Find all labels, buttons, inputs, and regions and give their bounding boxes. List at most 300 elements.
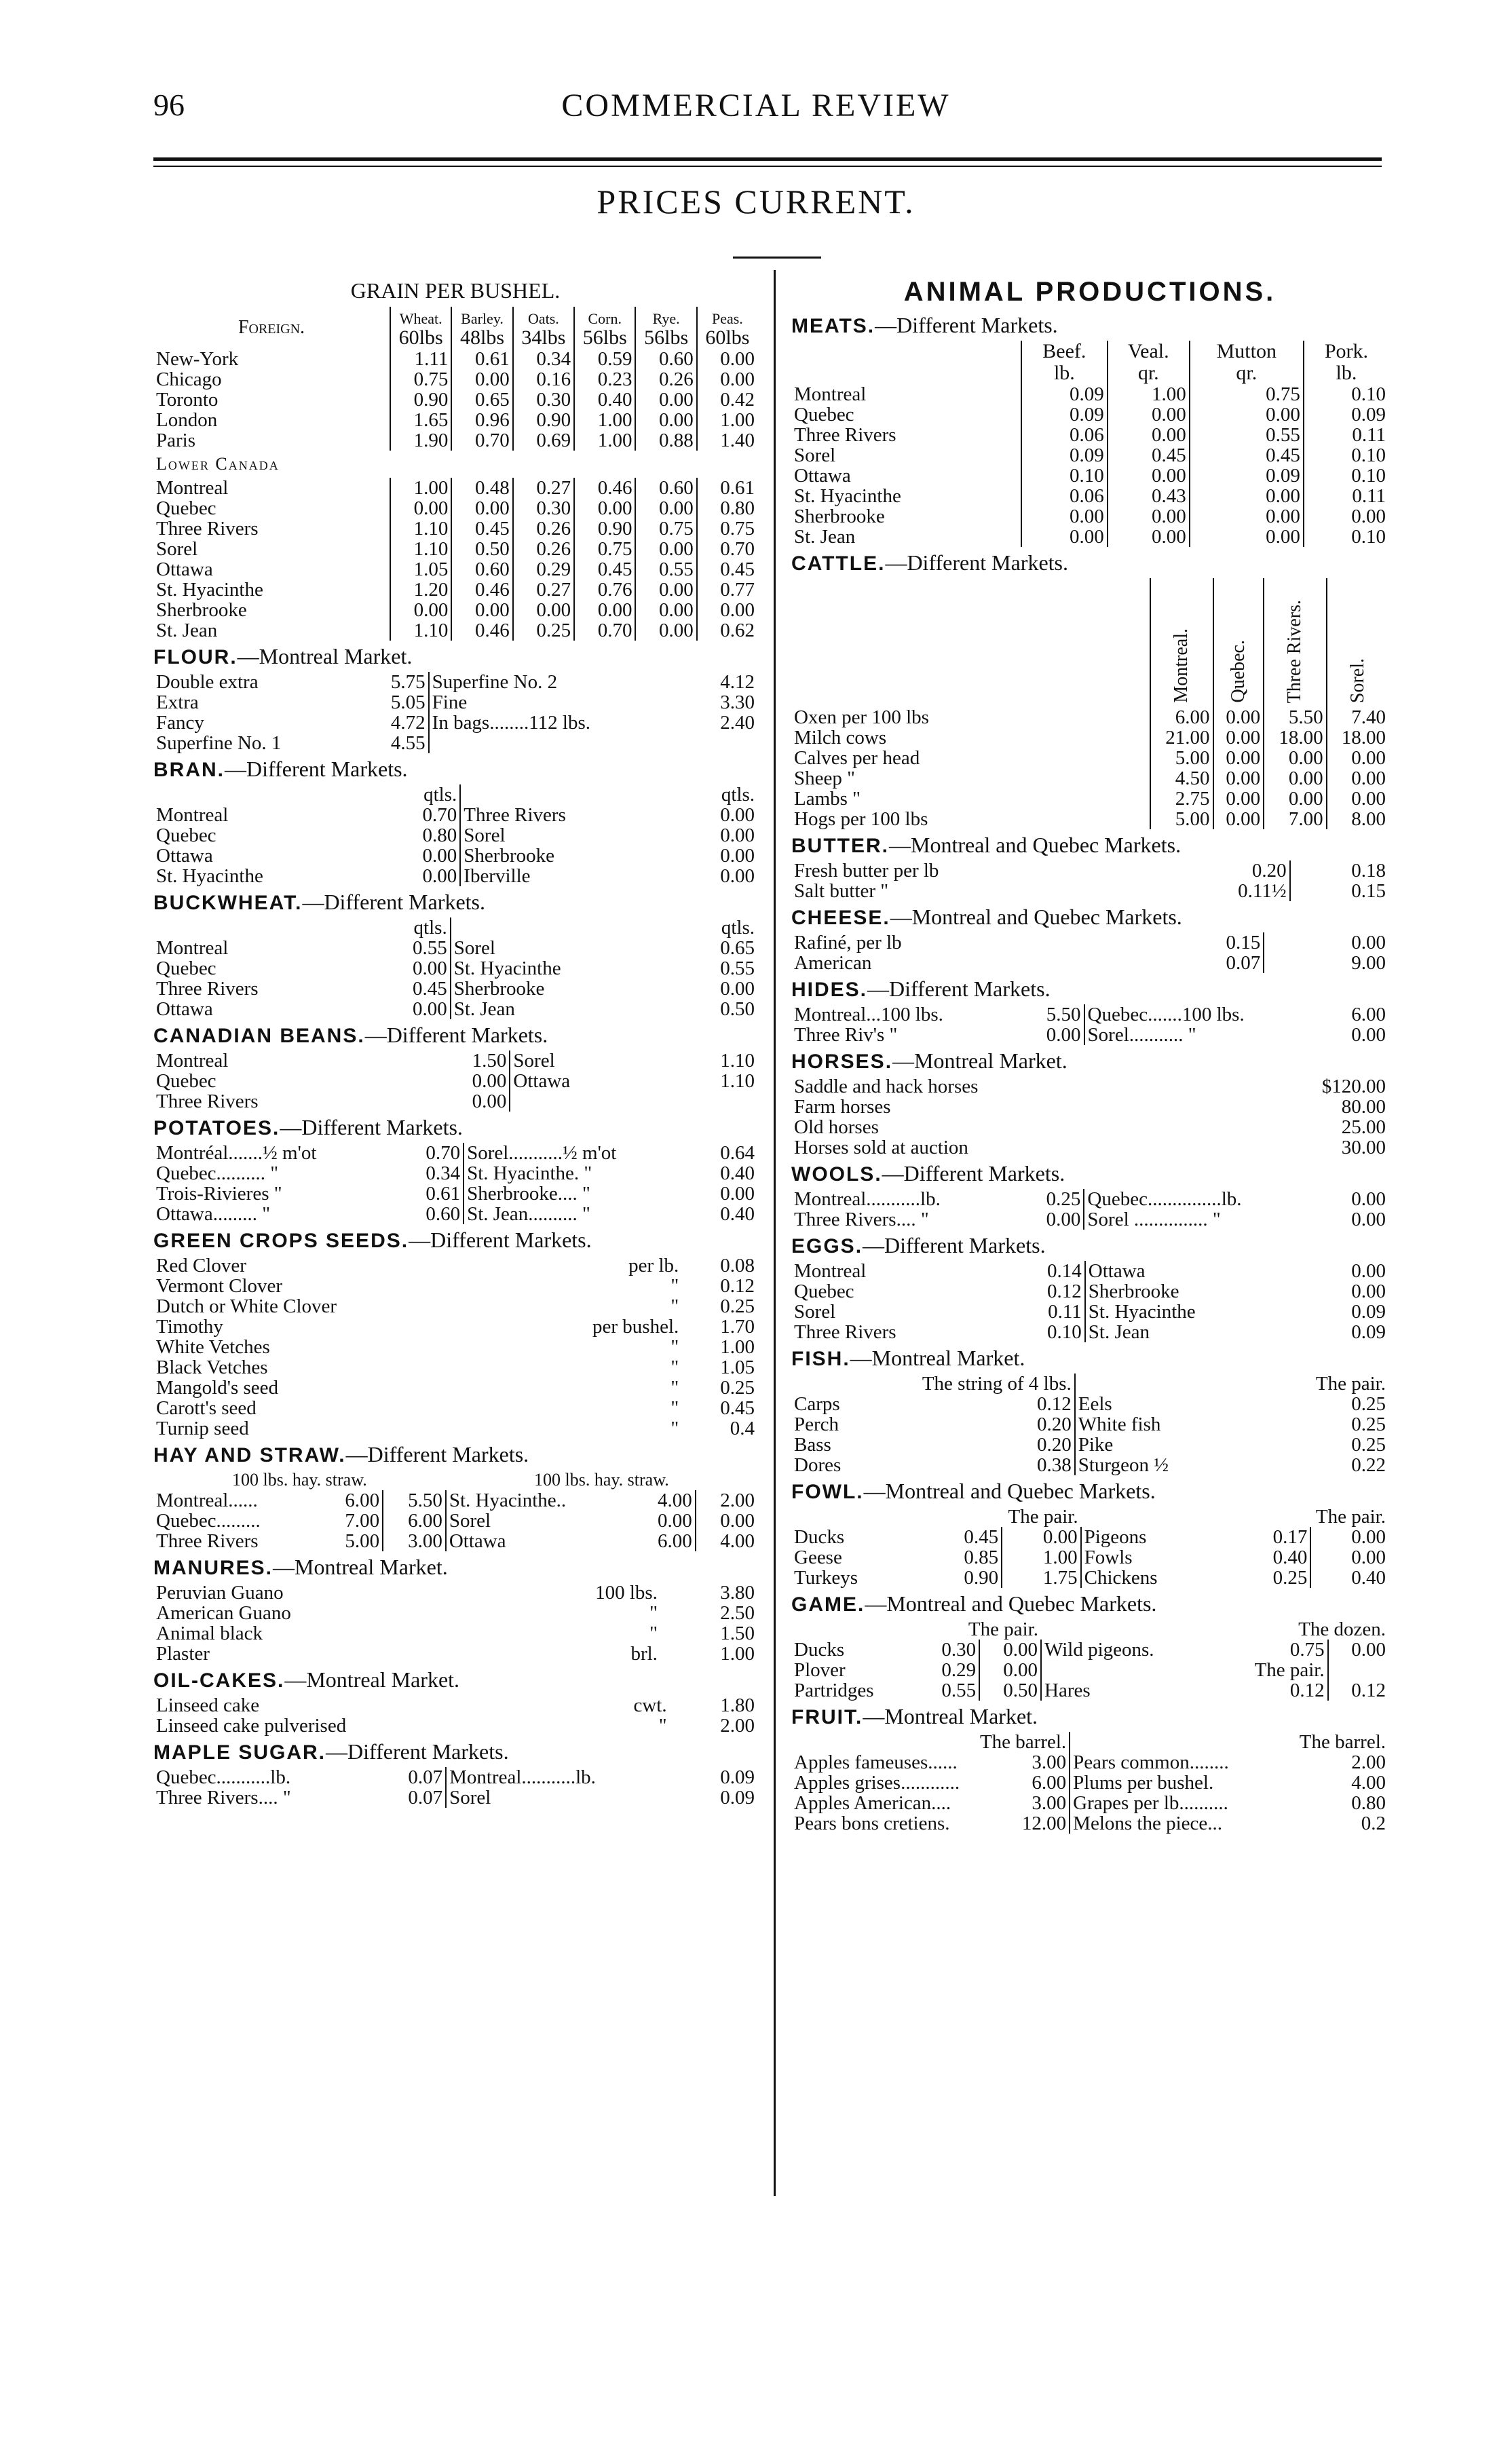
row-label: St. Jean [156, 620, 218, 641]
row-value: 7.00 [1264, 809, 1327, 829]
potatoes-market: —Different Markets. [280, 1115, 463, 1139]
row-label: Pears common........ [1070, 1752, 1273, 1773]
column-divider [774, 270, 776, 2196]
table-row [791, 404, 1388, 425]
row-value: 0.80 [422, 825, 457, 846]
table-row [153, 1531, 757, 1551]
row-value: 0.34 [426, 1162, 461, 1184]
wools-title: WOOLS. [791, 1163, 882, 1186]
table-row [153, 1296, 757, 1317]
row-value: 0.00 [1021, 527, 1108, 547]
row-label: Linseed cake [156, 1694, 260, 1716]
row-value: 1.20 [390, 580, 451, 600]
row-label: Montreal...... [156, 1490, 258, 1511]
row-value: 30.00 [1341, 1137, 1386, 1158]
table-row [791, 707, 1388, 727]
row-label: Chickens [1081, 1568, 1233, 1588]
bran-title: BRAN. [153, 759, 225, 781]
row-value: 5.00 [345, 1530, 380, 1552]
row-label: Montreal [156, 1050, 229, 1072]
row-label: Three Rivers [794, 1321, 896, 1343]
row-value: 0.00 [1327, 768, 1388, 789]
row-label: Three Rivers [794, 425, 896, 445]
row-value: 0.00 [451, 600, 512, 620]
row-value: 2.50 [720, 1602, 755, 1624]
row-label: Ottawa [156, 998, 213, 1020]
cheese-table [791, 932, 1388, 973]
grain-table [153, 307, 757, 641]
table-row [153, 1255, 757, 1276]
row-value: 0.10 [1304, 466, 1388, 486]
row-value: 0.55 [720, 958, 755, 979]
table-row [791, 1414, 1388, 1435]
row-label [1041, 1660, 1214, 1680]
row-label: Farm horses [794, 1096, 891, 1118]
row-value: 0.70 [697, 539, 757, 559]
row-value: 0.08 [720, 1255, 755, 1276]
row-value: 0.00 [390, 600, 451, 620]
row-label: Dutch or White Clover [156, 1295, 337, 1317]
row-label: Sturgeon ½ [1075, 1455, 1251, 1475]
butter-market: —Montreal and Quebec Markets. [889, 833, 1182, 857]
horses-title: HORSES. [791, 1050, 893, 1073]
table-row [791, 1527, 1388, 1547]
row-label: Montréal.......½ m'ot [156, 1142, 317, 1164]
row-value: The pair. [1254, 1659, 1325, 1681]
row-value: 0.65 [720, 937, 755, 959]
row-value: 0.09 [1190, 466, 1304, 486]
row-value: 0.00 [1351, 1024, 1386, 1046]
fowl-title: FOWL. [791, 1481, 864, 1503]
row-label: Wild pigeons. [1041, 1640, 1214, 1660]
buckwheat-unit: qtls. [721, 917, 755, 939]
row-value: 0.20 [1037, 1434, 1072, 1456]
table-row [153, 1163, 757, 1183]
row-value: 0.00 [720, 825, 755, 846]
potatoes-title: POTATOES. [153, 1117, 280, 1139]
table-row [791, 881, 1388, 901]
row-value: 0.25 [1351, 1414, 1386, 1435]
fruit-table [791, 1732, 1388, 1834]
table-row [153, 846, 757, 866]
row-label: Ottawa [1085, 1261, 1310, 1281]
grain-foreign-label: Foreign. [238, 317, 305, 338]
grain-title: GRAIN PER BUSHEL. [350, 278, 561, 303]
row-label: Sorel [451, 938, 678, 958]
row-value: 2.00 [1351, 1751, 1386, 1773]
row-label: Sherbrooke [1085, 1281, 1310, 1302]
table-row [153, 692, 757, 713]
grain-col-unit: 48lbs [451, 327, 512, 349]
grain-col-unit: 60lbs [390, 327, 451, 349]
row-label: Black Vetches [156, 1357, 268, 1378]
table-row [153, 518, 757, 539]
row-value: 2.00 [720, 1715, 755, 1737]
row-value: 6.00 [658, 1530, 692, 1552]
row-label: Double extra [156, 671, 259, 693]
row-value: 0.00 [1213, 707, 1264, 727]
row-value: 0.45 [1190, 445, 1304, 466]
row-value: 0.00 [635, 539, 696, 559]
row-value: 0.12 [1047, 1281, 1082, 1302]
row-value: 0.55 [635, 559, 696, 580]
row-value: 0.61 [697, 478, 757, 498]
row-value: 0.09 [1351, 1301, 1386, 1323]
flour-heading [153, 641, 757, 672]
row-label: Fowls [1081, 1547, 1233, 1568]
row-label: London [156, 410, 218, 430]
row-value: 0.12 [1328, 1680, 1388, 1701]
oilcakes-heading [153, 1664, 757, 1695]
row-value: 0.25 [513, 620, 574, 641]
row-value: 0.17 [1272, 1526, 1308, 1548]
oilcakes-table [153, 1695, 757, 1736]
hides-title: HIDES. [791, 979, 868, 1001]
row-value: 3.00 [1032, 1751, 1067, 1773]
row-value: 12.00 [1021, 1813, 1067, 1834]
fish-market: —Montreal Market. [850, 1346, 1025, 1370]
fish-heading [791, 1342, 1388, 1374]
row-label: Three Rivers [460, 805, 677, 825]
row-label: Iberville [460, 866, 677, 886]
cattle-col-name: Sorel. [1346, 658, 1368, 703]
row-value: 0.64 [720, 1142, 755, 1164]
hay-head-left: 100 lbs. hay. straw. [231, 1470, 367, 1490]
row-value: 0.00 [1310, 1527, 1388, 1547]
row-value: 0.76 [574, 580, 635, 600]
butter-table [791, 860, 1388, 901]
oilcakes-title: OIL-CAKES. [153, 1669, 285, 1692]
table-row [153, 733, 757, 753]
wools-heading [791, 1158, 1388, 1189]
row-value: 6.00 [1150, 707, 1213, 727]
meats-table [791, 341, 1388, 547]
row-value: 0.11 [1048, 1301, 1082, 1323]
table-row [153, 1204, 757, 1224]
table-row [153, 1317, 757, 1337]
row-value: 0.00 [720, 804, 755, 826]
row-label: Ducks [794, 1639, 845, 1661]
running-title: COMMERCIAL REVIEW [561, 88, 951, 124]
row-label: Quebec [156, 1070, 216, 1092]
row-value [1328, 1660, 1388, 1680]
table-row [791, 1025, 1388, 1045]
row-label: Quebec [156, 825, 216, 846]
row-value: 1.00 [390, 478, 451, 498]
row-label: Sorel [156, 539, 198, 559]
flour-market: —Montreal Market. [237, 644, 413, 668]
row-value: 0.00 [1108, 466, 1190, 486]
table-row [791, 1281, 1388, 1302]
table-row [791, 1261, 1388, 1281]
table-row [791, 384, 1388, 404]
row-value: 0.09 [1021, 404, 1108, 425]
row-value: 0.43 [1108, 486, 1190, 506]
row-value: 0.00 [1328, 1640, 1388, 1660]
row-value: 5.50 [383, 1490, 446, 1511]
table-row [791, 1813, 1388, 1834]
row-label [510, 1091, 661, 1112]
flour-table [153, 672, 757, 753]
row-value: 0.77 [697, 580, 757, 600]
row-value: 1.11 [390, 349, 451, 369]
table-row [153, 478, 757, 498]
row-label: Plums per bushel. [1070, 1773, 1273, 1793]
row-value: 0.07 [408, 1787, 443, 1808]
table-row [791, 1004, 1388, 1025]
table-row [153, 1490, 757, 1511]
eggs-market: —Different Markets. [863, 1233, 1046, 1257]
row-value: 0.00 [720, 1183, 755, 1205]
bran-unit: qtls. [423, 784, 457, 806]
right-column [791, 274, 1388, 1834]
row-label: Montreal...100 lbs. [794, 1004, 943, 1025]
row-value: 0.48 [451, 478, 512, 498]
row-value: 0.00 [472, 1070, 507, 1092]
row-unit: per lb. [628, 1255, 679, 1276]
potatoes-table [153, 1143, 757, 1224]
cattle-col-name: Quebec. [1227, 640, 1249, 703]
table-row [791, 1209, 1388, 1230]
table-row [153, 1603, 757, 1623]
row-value: 0.00 [697, 349, 757, 369]
row-value: 0.10 [1304, 445, 1388, 466]
cheese-market: —Montreal and Quebec Markets. [890, 905, 1182, 929]
table-row [153, 1623, 757, 1644]
row-value: 0.59 [574, 349, 635, 369]
row-value: 0.00 [1213, 789, 1264, 809]
seeds-table [153, 1255, 757, 1439]
row-label: Salt butter " [794, 880, 889, 902]
row-value: 0.50 [979, 1680, 1041, 1701]
row-value: 0.00 [635, 498, 696, 518]
row-value: 1.05 [720, 1357, 755, 1378]
row-label: Sorel [510, 1050, 661, 1071]
maple-title: MAPLE SUGAR. [153, 1741, 326, 1764]
table-row [791, 1660, 1388, 1680]
row-value: 5.75 [390, 671, 426, 693]
game-head-right: The dozen. [1298, 1618, 1386, 1640]
row-label: St. Jean [794, 527, 856, 547]
row-value: 0.09 [1021, 445, 1108, 466]
row-value: 0.10 [1304, 527, 1388, 547]
row-value: 0.55 [1190, 425, 1304, 445]
cattle-market: —Different Markets. [885, 550, 1068, 575]
row-label: Carps [794, 1393, 840, 1415]
row-value: 0.40 [720, 1203, 755, 1225]
row-label: Montreal...........lb. [794, 1188, 941, 1210]
horses-table [791, 1076, 1388, 1158]
row-value: 0.00 [1264, 768, 1327, 789]
row-value: 1.10 [720, 1050, 755, 1072]
row-label: Saddle and hack horses [794, 1076, 979, 1097]
row-unit: " [658, 1715, 667, 1737]
row-value: 0.00 [1108, 506, 1190, 527]
row-value: 0.00 [1002, 1527, 1080, 1547]
row-label: Carott's seed [156, 1397, 257, 1419]
grain-col-name: Wheat. [390, 307, 451, 327]
row-value: 0.26 [635, 369, 696, 390]
row-label: Sherbrooke [794, 506, 885, 527]
row-label: St. Hyacinthe [156, 580, 263, 600]
row-value: 0.00 [720, 978, 755, 1000]
buckwheat-heading [153, 886, 757, 917]
row-value: 0.00 [979, 1660, 1041, 1680]
table-row [153, 1050, 757, 1071]
row-value: 0.45 [697, 559, 757, 580]
row-value: 0.00 [390, 498, 451, 518]
row-label: Sorel...........½ m'ot [464, 1143, 698, 1163]
row-value: 0.40 [1272, 1547, 1308, 1568]
table-row [791, 466, 1388, 486]
bran-heading [153, 753, 757, 784]
row-value: 1.10 [720, 1070, 755, 1092]
row-unit: " [670, 1418, 679, 1439]
table-row [153, 349, 757, 369]
row-value: 0.00 [1213, 768, 1264, 789]
row-label: Ottawa [794, 466, 851, 486]
fowl-head-right: The pair. [1315, 1506, 1386, 1528]
table-row [791, 1455, 1388, 1475]
row-value: 0.00 [1108, 527, 1190, 547]
row-unit: per bushel. [592, 1316, 679, 1338]
row-label: Linseed cake pulverised [156, 1715, 347, 1737]
meats-heading [791, 309, 1388, 341]
table-row [791, 1097, 1388, 1117]
row-label: St. Hyacinthe.. [446, 1490, 634, 1511]
row-label: American [794, 952, 872, 974]
horses-market: —Montreal Market. [892, 1048, 1067, 1073]
row-value: 4.72 [390, 712, 426, 734]
hides-table [791, 1004, 1388, 1045]
table-row [791, 1773, 1388, 1793]
row-unit: " [670, 1336, 679, 1358]
row-value: 0.75 [697, 518, 757, 539]
row-value: 0.00 [1046, 1024, 1081, 1046]
table-row [153, 1787, 757, 1808]
row-label: Three Rivers [156, 1530, 259, 1552]
row-label: Trois-Rivieres " [156, 1183, 282, 1205]
table-row [153, 559, 757, 580]
grain-col-name: Rye. [635, 307, 696, 327]
row-value: 3.00 [1032, 1792, 1067, 1814]
row-value [693, 733, 757, 753]
row-label: Horses sold at auction [794, 1137, 968, 1158]
table-row [791, 506, 1388, 527]
row-value: 0.40 [574, 390, 635, 410]
row-label: Sherbrooke [156, 600, 247, 620]
row-label: Sorel [794, 1301, 836, 1323]
row-value: 0.00 [1264, 748, 1327, 768]
row-label: Dores [794, 1454, 842, 1476]
row-value: 18.00 [1264, 727, 1327, 748]
wools-market: —Different Markets. [882, 1161, 1065, 1186]
row-value: 2.40 [720, 712, 755, 734]
beans-market: —Different Markets. [364, 1023, 548, 1047]
row-value: 0.4 [730, 1418, 755, 1439]
row-value: 0.09 [1351, 1321, 1386, 1343]
row-value: 0.45 [412, 978, 447, 1000]
row-value: 0.60 [451, 559, 512, 580]
table-row [153, 1276, 757, 1296]
row-value: 0.2 [1361, 1813, 1386, 1834]
row-value: 0.00 [1108, 425, 1190, 445]
row-value: 0.25 [720, 1295, 755, 1317]
grain-col-name: Corn. [574, 307, 635, 327]
row-label: New-York [156, 349, 239, 369]
row-value: 0.75 [1289, 1639, 1325, 1661]
game-title: GAME. [791, 1593, 865, 1616]
row-label: Pike [1075, 1435, 1251, 1455]
hides-heading [791, 973, 1388, 1004]
oilcakes-market: —Montreal Market. [284, 1667, 460, 1692]
row-value: 1.00 [720, 1643, 755, 1665]
meats-col-unit: lb. [1304, 362, 1388, 384]
row-value: 0.00 [472, 1091, 507, 1112]
meats-col-name: Pork. [1304, 341, 1388, 362]
beans-title: CANADIAN BEANS. [153, 1025, 365, 1047]
row-value: 0.80 [697, 498, 757, 518]
row-value: 1.80 [720, 1694, 755, 1716]
row-label: Sorel........... " [1084, 1025, 1329, 1045]
row-value: 3.30 [720, 692, 755, 713]
row-unit: brl. [630, 1643, 658, 1665]
table-row [791, 1322, 1388, 1342]
table-row [153, 580, 757, 600]
row-value: 0.70 [451, 430, 512, 451]
game-head-left: The pair. [968, 1618, 1038, 1640]
row-value: 0.90 [390, 390, 451, 410]
row-label: Apples American.... [794, 1792, 951, 1814]
row-value: 0.25 [1351, 1434, 1386, 1456]
row-unit: " [670, 1397, 679, 1419]
row-label: American Guano [156, 1602, 291, 1624]
row-value: $120.00 [1321, 1076, 1386, 1097]
row-value: 1.40 [697, 430, 757, 451]
row-value: 5.50 [1264, 707, 1327, 727]
row-value: 0.62 [697, 620, 757, 641]
row-label: In bags........112 lbs. [429, 713, 694, 733]
row-value: 0.60 [635, 349, 696, 369]
row-unit: " [670, 1357, 679, 1378]
row-label: Bass [794, 1434, 831, 1456]
row-value: 0.00 [1264, 932, 1388, 953]
row-value: 0.26 [513, 539, 574, 559]
table-row [791, 1076, 1388, 1097]
grain-col-unit: 56lbs [574, 327, 635, 349]
table-row [153, 1716, 757, 1736]
row-value: 80.00 [1341, 1096, 1386, 1118]
row-value: 0.10 [1047, 1321, 1082, 1343]
row-label: Quebec...........lb. [156, 1766, 291, 1788]
table-row [791, 527, 1388, 547]
row-value: 0.00 [635, 620, 696, 641]
table-row [153, 713, 757, 733]
row-value: 0.29 [513, 559, 574, 580]
row-label: Ducks [794, 1526, 845, 1548]
row-value: 0.06 [1021, 425, 1108, 445]
row-value: 0.55 [941, 1680, 977, 1701]
grain-col-name: Oats. [513, 307, 574, 327]
cattle-title: CATTLE. [791, 552, 886, 575]
row-value: 0.14 [1047, 1260, 1082, 1282]
row-value: 0.00 [979, 1640, 1041, 1660]
row-value: 1.05 [390, 559, 451, 580]
fruit-title: FRUIT. [791, 1706, 863, 1728]
table-row [791, 1137, 1388, 1158]
beans-table [153, 1050, 757, 1112]
row-value: 0.27 [513, 580, 574, 600]
